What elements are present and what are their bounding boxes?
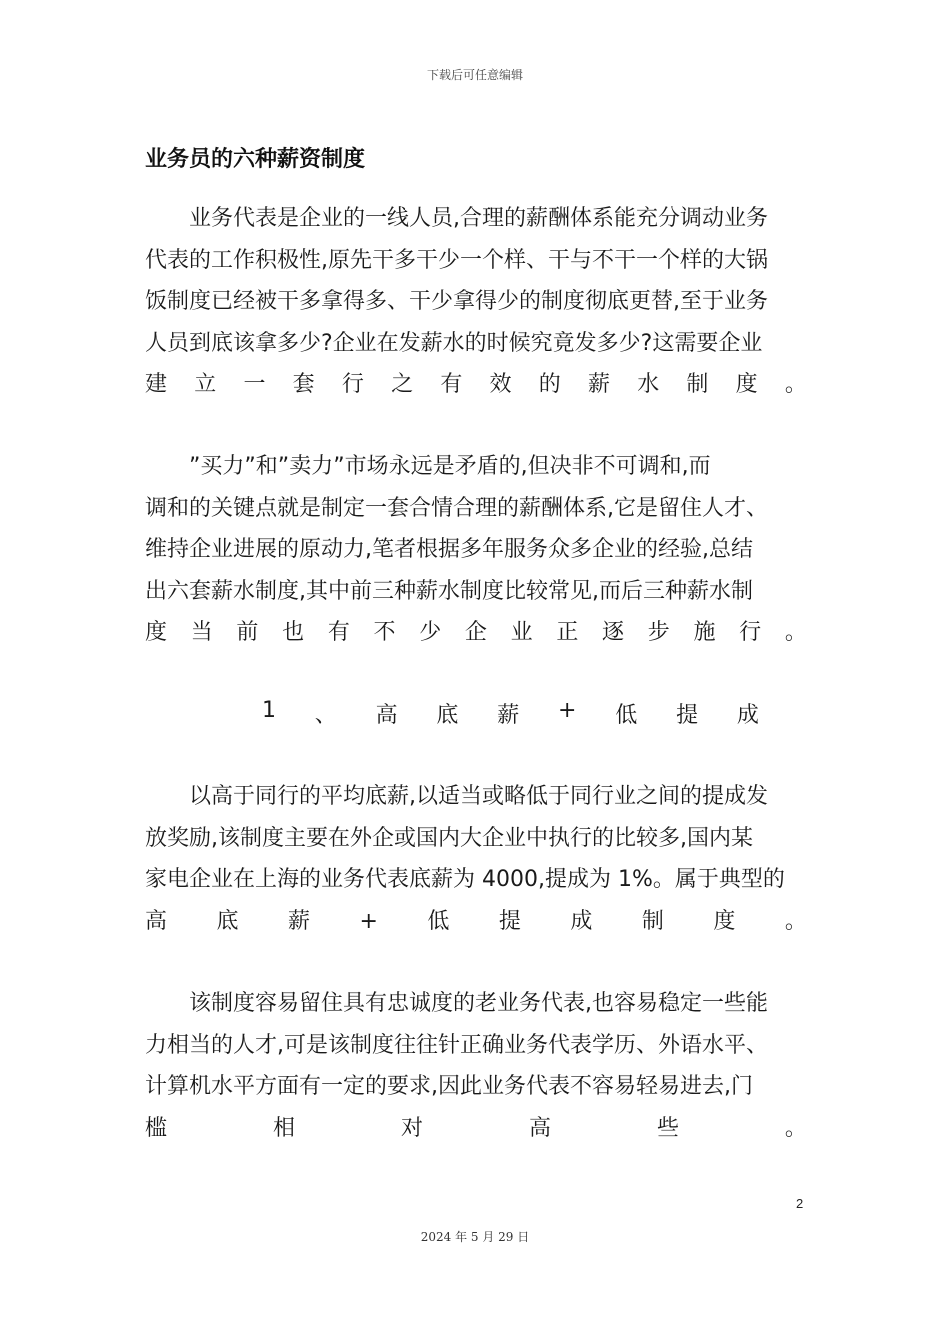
spread-char: 薪 (587, 372, 610, 397)
spread-char: 有 (440, 372, 463, 397)
spread-char: 逐 (602, 620, 625, 645)
paragraph-last-line (145, 364, 807, 406)
spread-char: 提 (498, 908, 521, 934)
spread-char: 底 (216, 908, 239, 934)
spread-char: 正 (556, 620, 579, 645)
paragraph-line: 放奖励,该制度主要在外企或国内大企业中执行的比较多,国内某 (145, 825, 753, 851)
spread-char: 高 (375, 703, 398, 728)
spread-char: 也 (282, 620, 305, 645)
spread-char: 高 (145, 908, 168, 934)
spread-char: 企 (464, 620, 487, 645)
paragraph-last-line (145, 612, 807, 654)
paragraph-line: 饭制度已经被干多拿得多、干少拿得少的制度彻底更替,至于业务 (145, 289, 768, 314)
spread-char: 有 (327, 620, 350, 645)
paragraph-line: 该制度容易留住具有忠诚度的老业务代表,也容易稳定一些能 (189, 991, 768, 1016)
spread-char: 行 (739, 620, 762, 645)
paragraph-2 (145, 446, 807, 654)
spread-char: 度 (145, 620, 168, 645)
spread-char: 制 (641, 908, 664, 934)
paragraph-line: 计算机水平方面有一定的要求,因此业务代表不容易轻易进去,门 (145, 1074, 753, 1099)
spread-char: 底 (436, 703, 459, 728)
paragraph-line: 家电企业在上海的业务代表底薪为 4000,提成为 1%。属于典型的 (145, 867, 785, 892)
paragraph-line: 代表的工作积极性,原先干多干少一个样、干与不干一个样的大锅 (145, 247, 768, 273)
paragraph-line: 以高于同行的平均底薪,以适当或略低于同行业之间的提成发 (189, 784, 768, 809)
spread-char: 。 (784, 908, 807, 934)
paragraph-line: 调和的关键点就是制定一套合情合理的薪酬体系,它是留住人才、 (145, 495, 768, 521)
spread-char: 相 (272, 1115, 295, 1141)
document-title: 业务员的六种薪资制度 (145, 147, 366, 172)
paragraph-last-line (145, 1108, 807, 1150)
spread-char: 些 (656, 1115, 679, 1141)
spread-char: 建 (145, 372, 168, 397)
paragraph-line: 人员到底该拿多少?企业在发薪水的时候究竟发多少?这需要企业 (145, 330, 763, 356)
spread-char: 。 (784, 620, 807, 645)
spread-char: 槛 (145, 1115, 168, 1141)
paragraph-line: 出六套薪水制度,其中前三种薪水制度比较常见,而后三种薪水制 (145, 578, 753, 604)
spread-char: + (359, 908, 378, 934)
paragraph-line: 力相当的人才,可是该制度往往针正确业务代表学历、外语水平、 (145, 1032, 768, 1058)
spread-char: 水 (637, 372, 660, 397)
spread-char: 施 (693, 620, 716, 645)
page-header: 下载后可任意编辑 (426, 68, 523, 82)
spread-char: + (558, 698, 577, 723)
section-heading-1 (262, 698, 759, 729)
spread-char: 度 (713, 908, 736, 934)
spread-char: 度 (735, 372, 758, 397)
spread-char: 当 (190, 620, 213, 645)
paragraph-4 (145, 983, 807, 1149)
paragraph-3 (145, 776, 807, 942)
spread-char: 成 (736, 703, 759, 728)
spread-char: 之 (391, 372, 414, 397)
spread-char: 少 (419, 620, 442, 645)
spread-char: 步 (647, 620, 670, 645)
paragraph-line: ”买力”和”卖力”市场永远是矛盾的,但决非不可调和,而 (189, 454, 711, 479)
spread-char: 提 (676, 703, 699, 728)
spread-char: 低 (427, 908, 450, 934)
page-number: 2 (796, 1196, 804, 1211)
spread-char: 低 (615, 703, 638, 728)
paragraph-last-line (145, 901, 807, 943)
spread-char: 。 (784, 372, 807, 397)
spread-char: 制 (686, 372, 709, 397)
paragraph-line: 业务代表是企业的一线人员,合理的薪酬体系能充分调动业务 (189, 206, 768, 231)
spread-char: 高 (528, 1115, 551, 1141)
spread-char: 。 (784, 1115, 807, 1141)
spread-char: 1 (262, 698, 276, 723)
spread-char: 对 (400, 1115, 423, 1141)
spread-char: 套 (292, 372, 315, 397)
spread-char: 薪 (288, 908, 311, 934)
paragraph-1 (145, 198, 807, 406)
spread-char: 的 (538, 372, 561, 397)
spread-char: 不 (373, 620, 396, 645)
spread-char: 、 (314, 703, 337, 728)
page-footer-date: 2024 年 5 月 29 日 (420, 1230, 530, 1244)
spread-char: 效 (489, 372, 512, 397)
spread-char: 业 (510, 620, 533, 645)
spread-char: 成 (570, 908, 593, 934)
spread-char: 一 (243, 372, 266, 397)
spread-char: 薪 (497, 703, 520, 728)
spread-char: 行 (341, 372, 364, 397)
spread-char: 前 (236, 620, 259, 645)
spread-char: 立 (194, 372, 217, 397)
paragraph-line: 维持企业进展的原动力,笔者根据多年服务众多企业的经验,总结 (145, 537, 753, 562)
